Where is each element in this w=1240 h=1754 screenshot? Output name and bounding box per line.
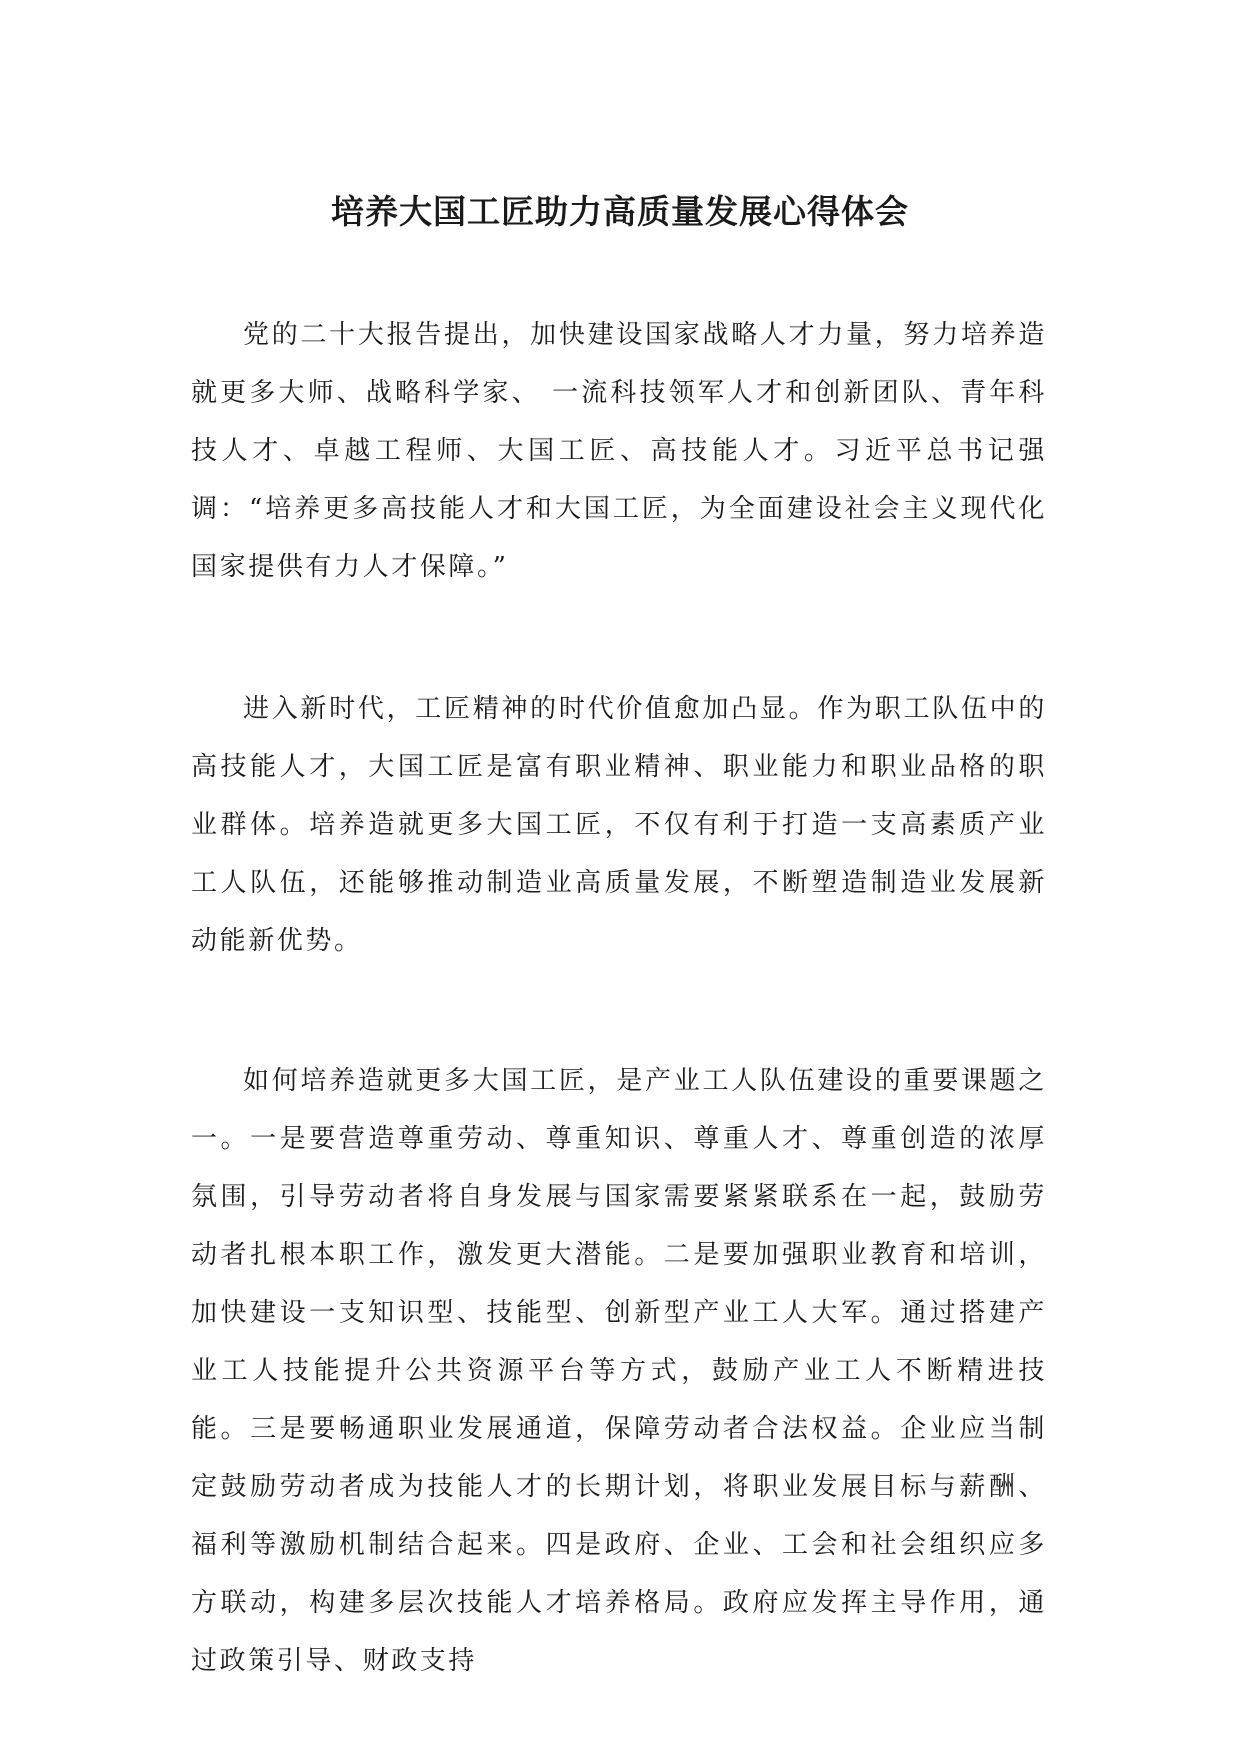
paragraph-1: 党的二十大报告提出，加快建设国家战略人才力量，努力培养造就更多大师、战略科学家、 一流科技领军人才和创新团队、青年科技人才、卓越工程师、大国工匠、高技能人才。习近平总书记强调：“培养更多高技能人才和大国工匠，为全面建设社会主义现代化国家提供有力人才保障。” xyxy=(191,320,1047,582)
page-title: 培养大国工匠助力高质量发展心得体会 xyxy=(331,192,909,231)
paragraph-2: 进入新时代，工匠精神的时代价值愈加凸显。作为职工队伍中的高技能人才，大国工匠是富有职业精神、职业能力和职业品格的职业群体。培养造就更多大国工匠，不仅有利于打造一支高素质产业工人队伍，还能够推动制造业高质量发展，不断塑造制造业发展新动能新优势。 xyxy=(191,694,1047,956)
paragraph-3: 如何培养造就更多大国工匠，是产业工人队伍建设的重要课题之一。一是要营造尊重劳动、尊重知识、尊重人才、尊重创造的浓厚氛围，引导劳动者将自身发展与国家需要紧紧联系在一起，鼓励劳动者扎根本职工作，激发更大潜能。二是要加强职业教育和培训，加快建设一支知识型、技能型、创新型产业工人大军。通过搭建产业工人技能提升公共资源平台等方式，鼓励产业工人不断精进技能。三是要畅通职业发展通道，保障劳动者合法权益。企业应当制定鼓励劳动者成为技能人才的长期计划，将职业发展目标与薪酬、福利等激励机制结合起来。四是政府、企业、工会和社会组织应多方联动，构建多层次技能人才培养格局。政府应发挥主导作用，通过政策引导、财政支持 xyxy=(191,1066,1047,1676)
